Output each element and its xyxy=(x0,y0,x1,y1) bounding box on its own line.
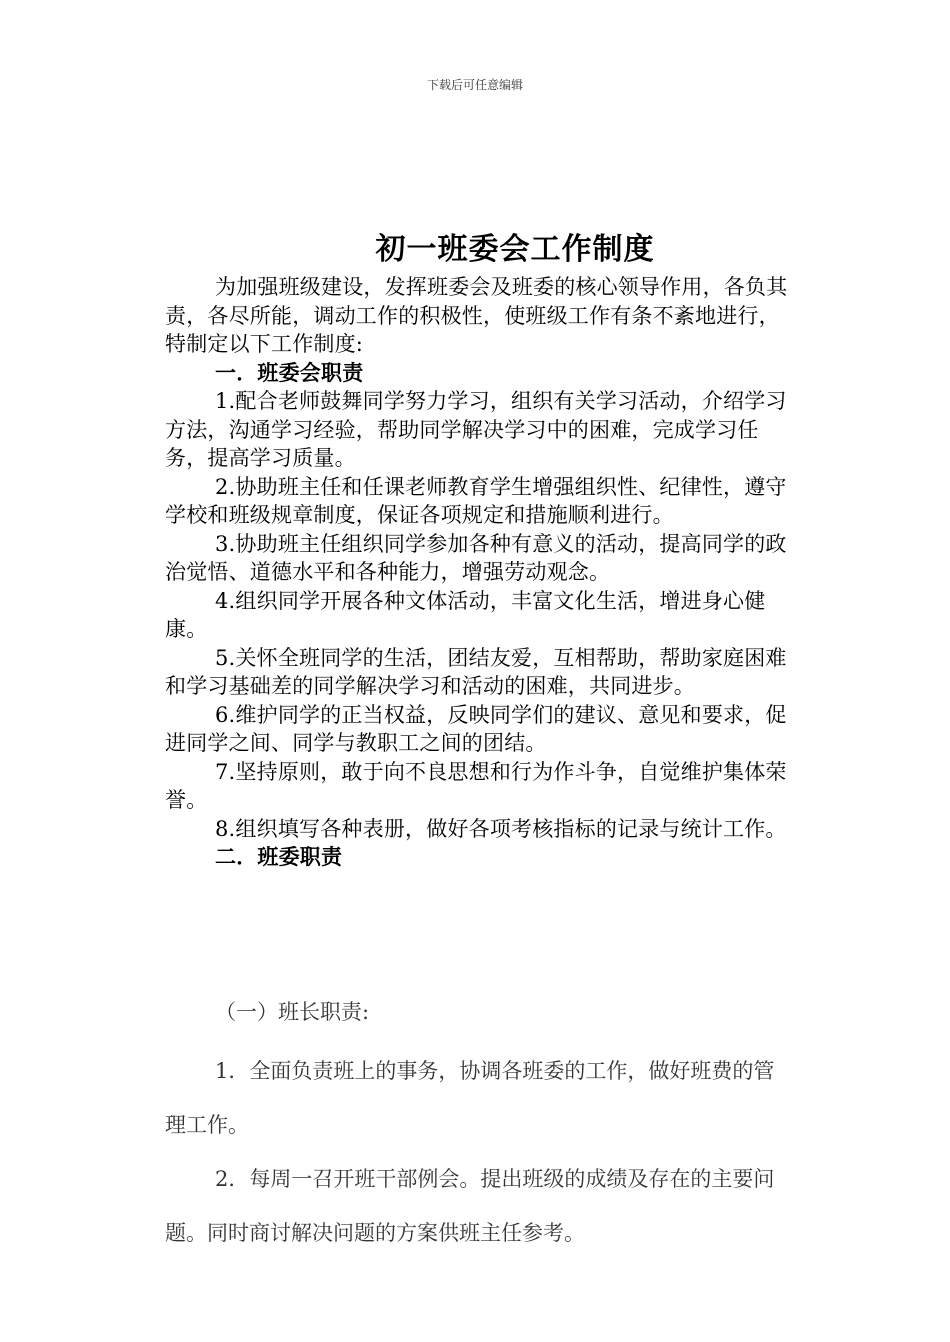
intro-paragraph: 为加强班级建设，发挥班委会及班委的核心领导作用，各负其责，各尽所能，调动工作的积极性，使班级工作有条不紊地进行，特制定以下工作制度: xyxy=(165,275,788,356)
page-header-note: 下载后可任意编辑 xyxy=(426,78,523,92)
section1-item: 3.协助班主任组织同学参加各种有意义的活动，提高同学的政治觉悟、道德水平和各种能力，增强劳动观念。 xyxy=(165,531,787,584)
document-title: 初一班委会工作制度 xyxy=(375,232,655,267)
section1-item: 2.协助班主任和任课老师教育学生增强组织性、纪律性，遵守学校和班级规章制度，保证各项规定和措施顺利进行。 xyxy=(165,474,787,527)
section1-item: 1.配合老师鼓舞同学努力学习，组织有关学习活动，介绍学习方法，沟通学习经验，帮助同学解决学习中的困难，完成学习任务，提高学习质量。 xyxy=(165,389,787,470)
monitor-duty-item: 1．全面负责班上的事务，协调各班委的工作，做好班费的管理工作。 xyxy=(165,1059,775,1137)
document-body xyxy=(165,273,790,872)
monitor-duty-item: 2．每周一召开班干部例会。提出班级的成绩及存在的主要问题。同时商讨解决问题的方案供班主任参考。 xyxy=(165,1167,775,1245)
section1-item: 8.组织填写各种表册，做好各项考核指标的记录与统计工作。 xyxy=(215,816,787,841)
section2-content xyxy=(165,998,790,1260)
section2-heading: 二．班委职责 xyxy=(215,844,343,869)
section1-item: 6.维护同学的正当权益，反映同学们的建议、意见和要求，促进同学之间、同学与教职工之间的团结。 xyxy=(165,702,787,755)
section1-item: 4.组织同学开展各种文体活动，丰富文化生活，增进身心健康。 xyxy=(165,588,766,641)
section1-item: 7.坚持原则，敢于向不良思想和行为作斗争，自觉维护集体荣誉。 xyxy=(165,759,787,812)
section1-heading: 一．班委会职责 xyxy=(215,359,364,385)
monitor-duties-heading: （一）班长职责: xyxy=(215,1000,370,1024)
section1-item: 5.关怀全班同学的生活，团结友爱，互相帮助，帮助家庭困难和学习基础差的同学解决学习和活动的困难，共同进步。 xyxy=(165,645,787,698)
